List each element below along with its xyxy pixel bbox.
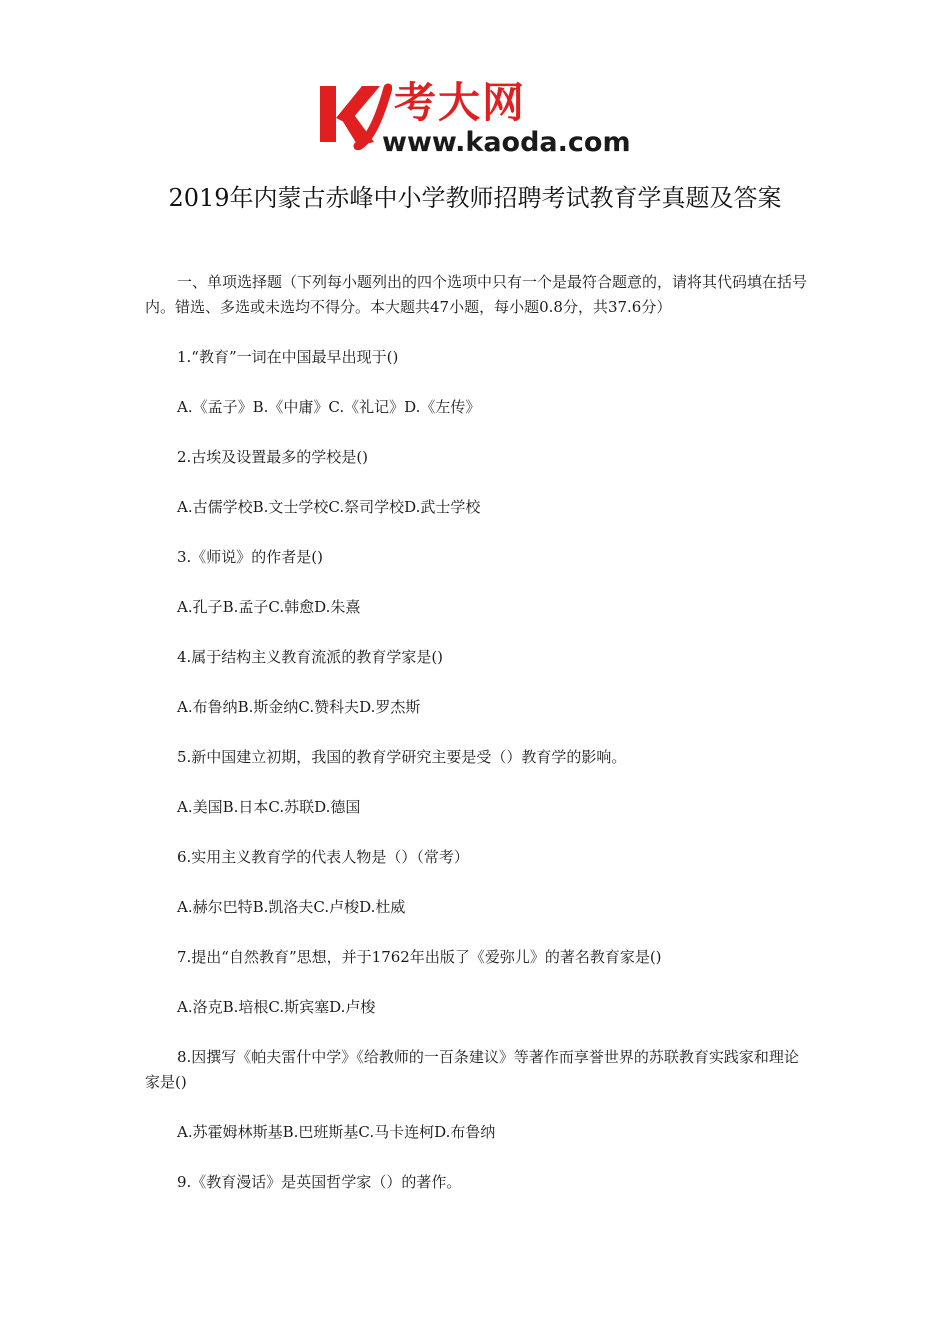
question-4-options: A.布鲁纳B.斯金纳C.赞科夫D.罗杰斯 xyxy=(177,698,421,716)
question-7: 7.提出“自然教育”思想，并于1762年出版了《爱弥儿》的著名教育家是() xyxy=(177,948,662,966)
question-5: 5.新中国建立初期，我国的教育学研究主要是受（）教育学的影响。 xyxy=(177,748,627,766)
question-6: 6.实用主义教育学的代表人物是（）（常考） xyxy=(177,848,469,866)
question-4: 4.属于结构主义教育流派的教育学家是() xyxy=(177,648,444,666)
question-1: 1.“教育”一词在中国最早出现于() xyxy=(177,348,399,366)
question-3: 3.《师说》的作者是() xyxy=(177,548,324,566)
question-5-options: A.美国B.日本C.苏联D.德国 xyxy=(177,798,361,816)
question-2-options: A.古儒学校B.文士学校C.祭司学校D.武士学校 xyxy=(177,498,481,516)
kaoda-logo xyxy=(318,78,640,162)
question-1-options: A.《孟子》B.《中庸》C.《礼记》D.《左传》 xyxy=(177,398,481,416)
k-logo-icon xyxy=(318,80,392,150)
question-8-options: A.苏霍姆林斯基B.巴班斯基C.马卡连柯D.布鲁纳 xyxy=(177,1123,496,1141)
question-8: 8.因撰写《帕夫雷什中学》《给教师的一百条建议》等著作而享誉世界的苏联教育实践家和理论家是() xyxy=(145,1048,799,1091)
logo-brand-text: 考大网 xyxy=(394,78,527,127)
page-title: 2019年内蒙古赤峰中小学教师招聘考试教育学真题及答案 xyxy=(168,184,782,212)
question-2: 2.古埃及设置最多的学校是() xyxy=(177,448,369,466)
question-9: 9.《教育漫话》是英国哲学家（）的著作。 xyxy=(177,1173,462,1191)
document-body xyxy=(145,270,810,1220)
section-intro: 一、单项选择题（下列每小题列出的四个选项中只有一个是最符合题意的，请将其代码填在括号内。错选、多选或未选均不得分。本大题共47小题，每小题0.8分，共37.6分） xyxy=(145,273,808,316)
question-6-options: A.赫尔巴特B.凯洛夫C.卢梭D.杜威 xyxy=(177,898,406,916)
question-7-options: A.洛克B.培根C.斯宾塞D.卢梭 xyxy=(177,998,376,1016)
logo-url-text: www.kaoda.com xyxy=(382,127,631,158)
question-3-options: A.孔子B.孟子C.韩愈D.朱熹 xyxy=(177,598,361,616)
